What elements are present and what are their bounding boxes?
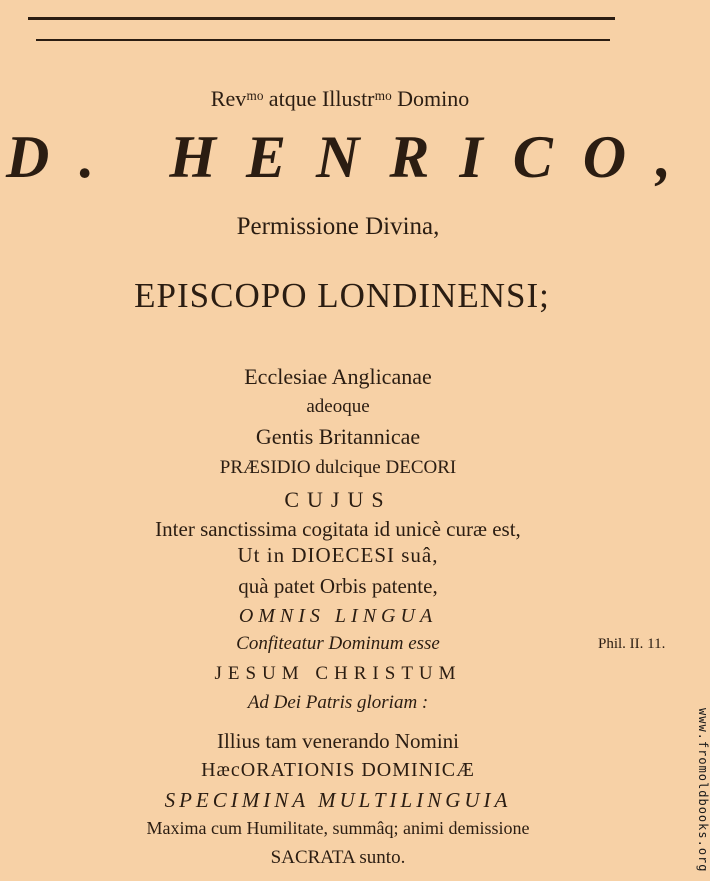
adeoque-line: adeoque: [306, 396, 370, 417]
specimina-line: SPECIMINA MULTILINGUIA: [164, 788, 512, 812]
praesidio-line: PRÆSIDIO dulcique DECORI: [219, 457, 457, 478]
cujus-line: CUJUS: [284, 487, 392, 512]
ecclesiae-line: Ecclesiae Anglicanae: [244, 364, 432, 389]
confiteatur-line: Confiteatur Dominum esse: [236, 633, 440, 654]
omnis-lingua-line: OMNIS LINGUA: [238, 605, 438, 627]
jesum-christum-line: JESUM CHRISTUM: [214, 663, 462, 684]
top-rule: [28, 17, 615, 20]
inter-line: Inter sanctissima cogitata id unicè curæ est,: [155, 517, 521, 541]
honoree-name: D. HENRICO,: [6, 124, 702, 190]
maxima-line: Maxima cum Humilitate, summâq; animi demissione: [146, 818, 530, 838]
sacrata-line: SACRATA sunto.: [270, 847, 406, 868]
ut-in-line: Ut in DIOECESI suâ,: [237, 543, 439, 567]
ad-dei-line: Ad Dei Patris gloriam :: [247, 692, 429, 713]
watermark: www.fromoldbooks.org: [696, 708, 710, 873]
illius-line: Illius tam venerando Nomini: [216, 729, 460, 753]
scripture-reference: Phil. II. 11.: [598, 636, 666, 652]
permission-line: Permissione Divina,: [236, 213, 440, 240]
haec-orationis-line: HæcORATIONIS DOMINICÆ: [201, 759, 475, 781]
bishop-title: EPISCOPO LONDINENSI;: [134, 276, 550, 315]
gentis-line: Gentis Britannicae: [255, 424, 421, 449]
second-rule: [36, 39, 610, 41]
dedication-address: Revᵐᵒ atque Illustrᵐᵒ Domino: [210, 86, 470, 111]
qua-patet-line: quà patet Orbis patente,: [238, 574, 438, 598]
